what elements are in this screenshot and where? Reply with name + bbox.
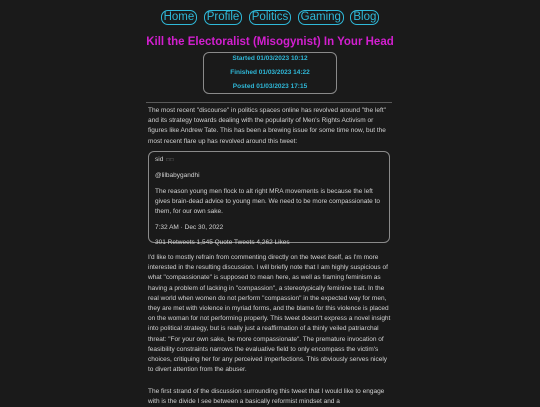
embedded-tweet[interactable] — [148, 151, 390, 246]
tweet-date: 7:32 AM · Dec 30, 2022 — [155, 224, 224, 231]
nav-gaming[interactable]: Gaming — [298, 10, 344, 25]
nav-home[interactable]: Home — [161, 10, 198, 25]
divider — [146, 102, 392, 103]
tweet-stats: 301 Retweets 1,545 Quote Tweets 4,262 Likes — [155, 239, 290, 246]
tweet-handle: @lilbabygandhi — [155, 172, 200, 179]
tweet-author-glyph: □□ — [166, 157, 175, 163]
nav-politics[interactable]: Politics — [249, 10, 291, 25]
tweet-author-name: sid — [155, 156, 164, 163]
tweet-text: The reason young men flock to alt right MRA movements is because the left gives brain-dead advice to young men. We need to be more compassionate to them, for our own sake. — [155, 188, 380, 215]
nav-blog[interactable]: Blog — [350, 10, 379, 25]
nav-profile[interactable]: Profile — [204, 10, 243, 25]
post-title: Kill the Electoralist (Misogynist) In Your Head — [146, 36, 394, 48]
tweet-author — [155, 155, 383, 165]
paragraph-body: I'd like to mostly refrain from commenting directly on the tweet itself, as I'm more interested in the resulting discussion. I will briefly note that I am highly suspicious of what "compassionate" is supposed to mean here, as well as framing feminism as having a problem of lacking in "compassion", a stereotypically feminine trait. In the real world when women do not perform "compassion" in the expected way for men, they are met with violence in myriad forms, and the blame for this violence is placed on the woman for not performing properly. This tweet doesn't express a novel insight into political strategy, but is really just a reaffirmation of a thinly veiled patriarchal threat: "For your own sake, be more compassionate". The premature invocation of feasibility constraints narrows the evaluative field to only encompass the victim's choices, critiquing her for any perceived imperfections. This obviously serves nicely to divert attention from the abuser. — [148, 254, 391, 374]
post-finished: Finished 01/03/2023 14:22 — [230, 69, 310, 76]
post-started: Started 01/03/2023 10:12 — [232, 55, 308, 62]
paragraph-continued: The first strand of the discussion surrounding this tweet that I would like to engage with is the divide I see between a basically reformist mindset and a — [148, 388, 385, 406]
paragraph-intro: The most recent "discourse" in politics spaces online has revolved around "the left" and its strategy towards dealing with the popularity of Men's Rights Activism or figures like Andrew Tate. This has been a brewing issue for some time now, but the most recent flare up has revolved around this tweet: — [148, 107, 386, 145]
post-posted: Posted 01/03/2023 17:15 — [232, 83, 308, 90]
top-nav — [0, 7, 540, 25]
post-meta-box — [203, 52, 337, 94]
